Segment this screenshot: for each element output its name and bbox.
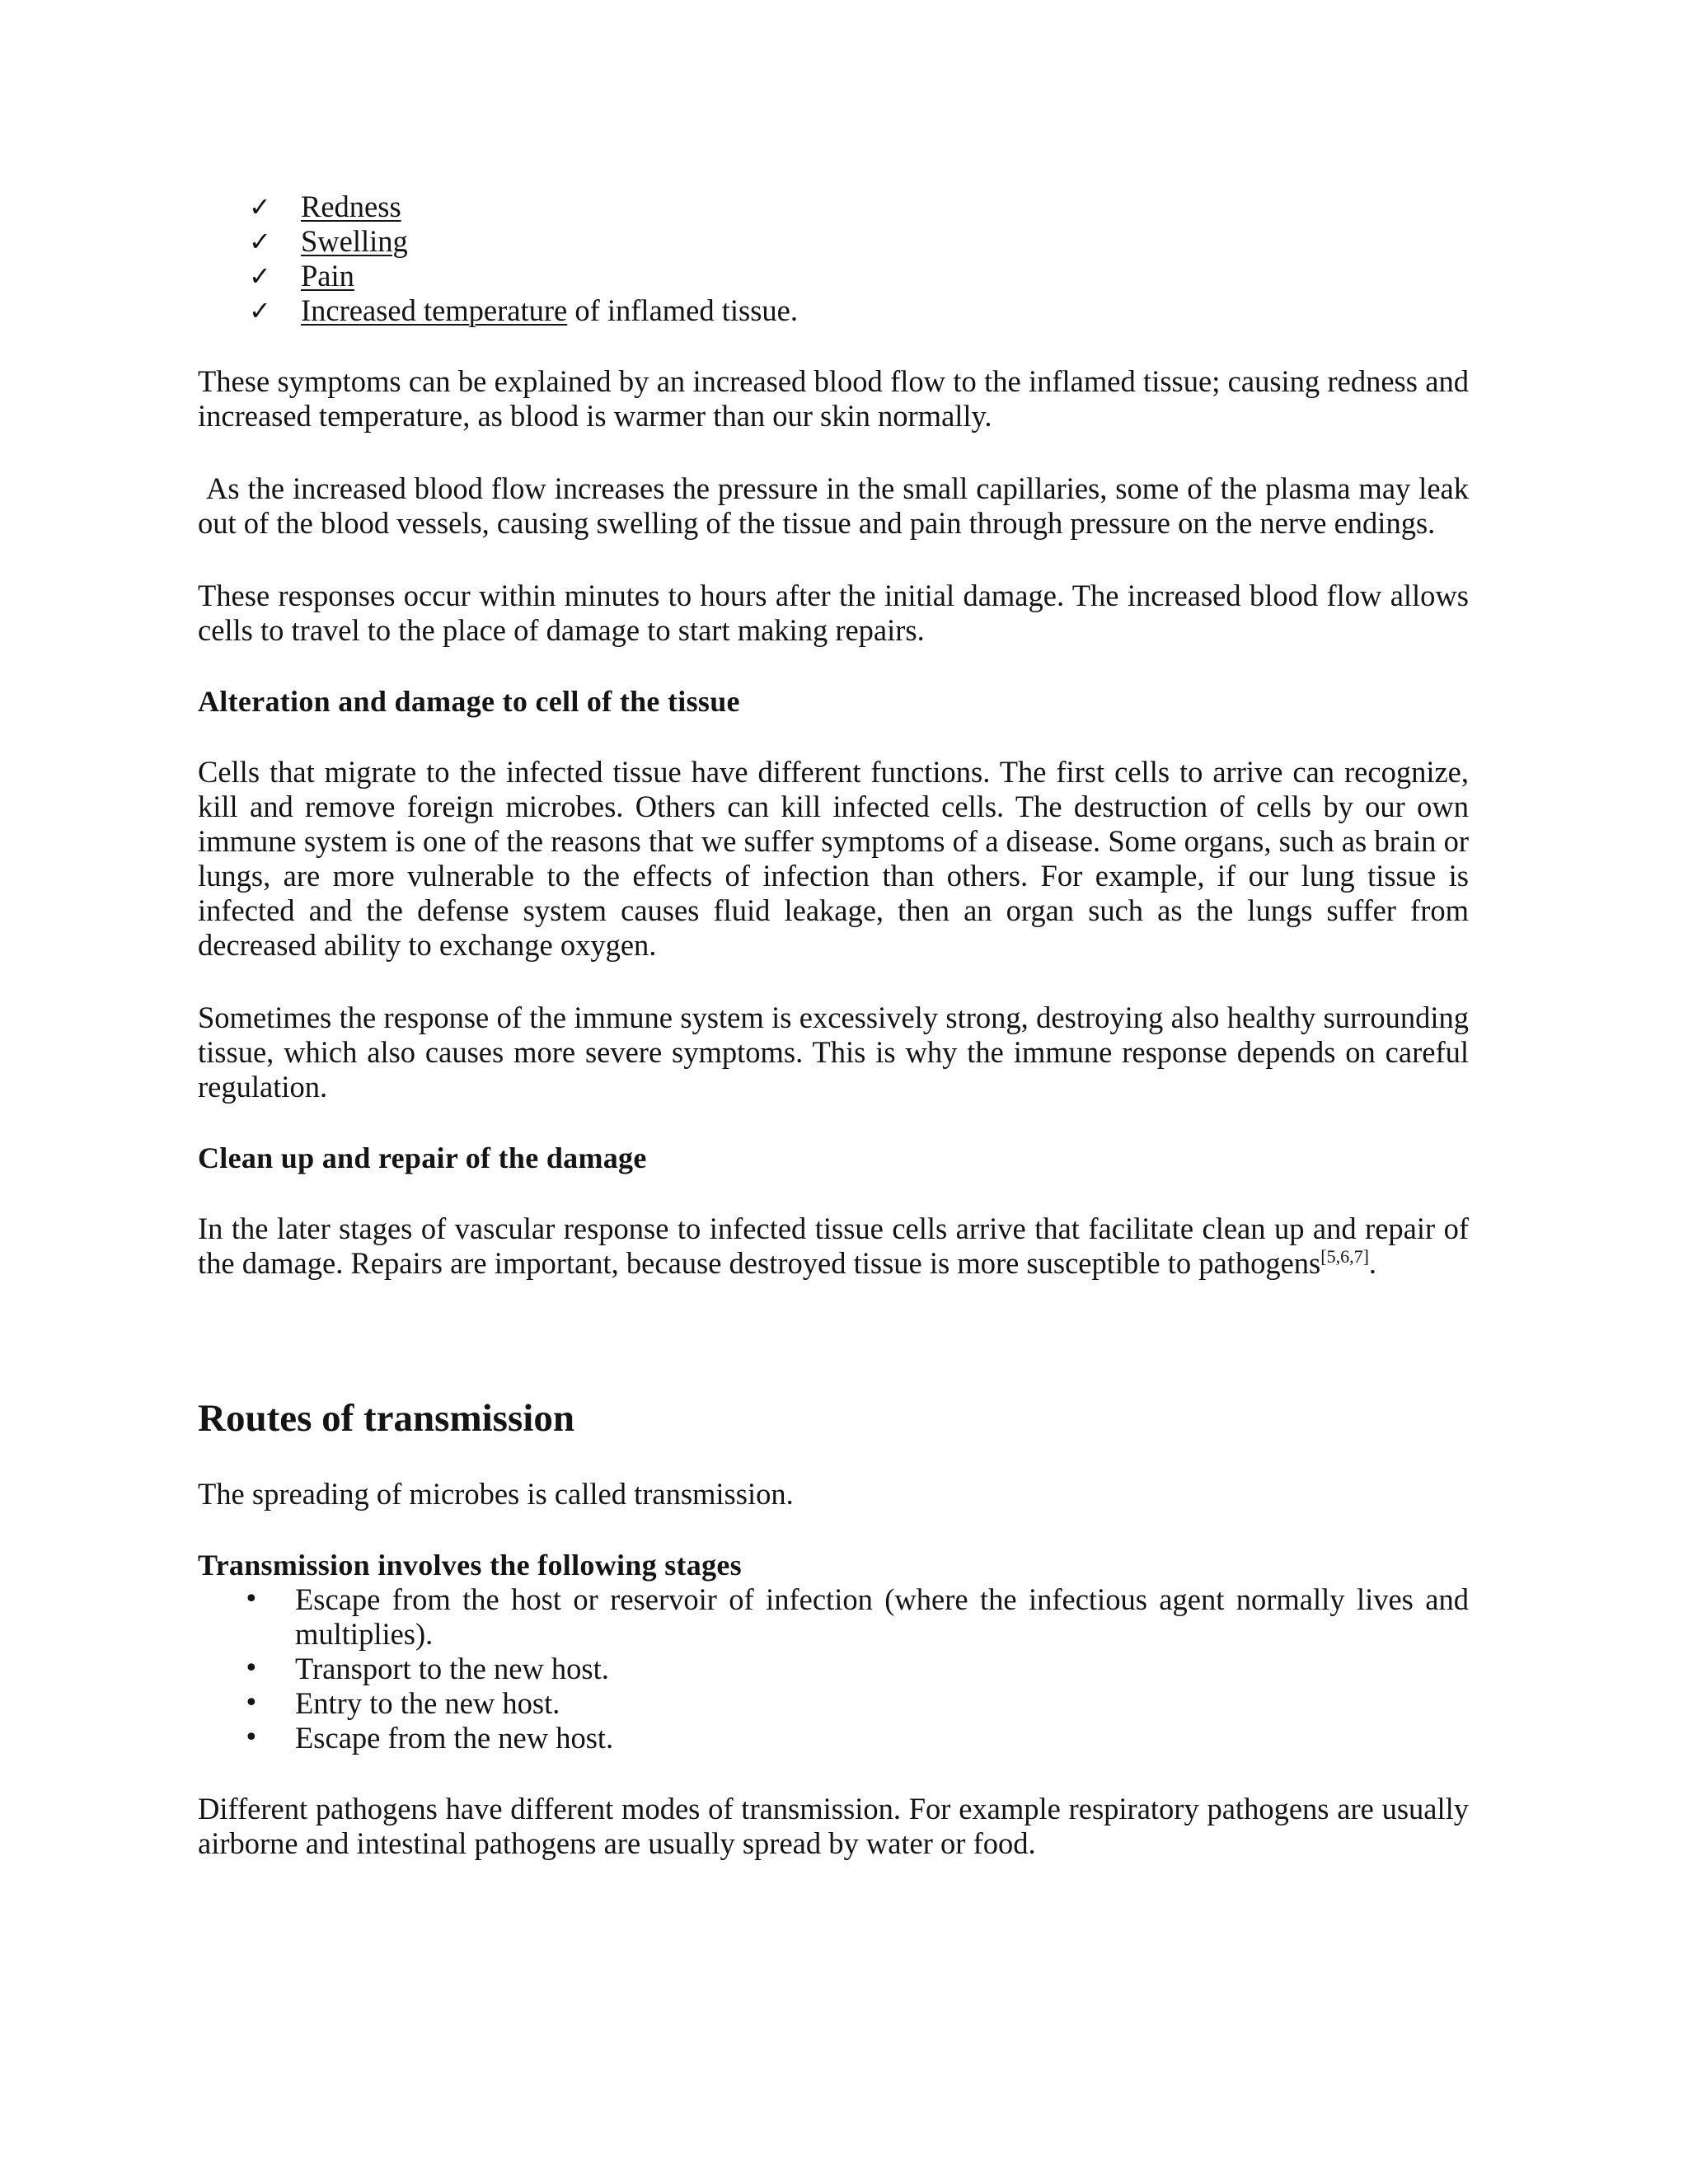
list-item: • Escape from the new host. [244, 1721, 614, 1755]
list-item: • Entry to the new host. [244, 1686, 560, 1720]
bullet-icon: • [244, 1689, 259, 1718]
list-item [198, 259, 1469, 293]
symptom-term: Swelling [301, 224, 408, 258]
bullet-icon: • [244, 1654, 259, 1683]
list-item: • Escape from the host or reservoir of infection (where the infectious agent normally lives and multiplies). [244, 1582, 1469, 1651]
bullet-icon: • [244, 1585, 259, 1614]
page-content [198, 190, 1469, 1861]
symptom-term: Increased temperature [301, 293, 568, 327]
paragraph-repair: In the later stages of vascular response to infected tissue cells arrive that facilitate clean up and repair of the damage. Repairs are important, because destroyed tissue is more susceptible to pathogens[5,6,7]. [198, 1212, 1469, 1280]
heading-cleanup: Clean up and repair of the damage [198, 1141, 647, 1174]
symptom-suffix: of inflamed tissue. [567, 293, 799, 327]
symptom-term: Pain [301, 259, 354, 293]
paragraph-transmission-intro: The spreading of microbes is called transmission. [198, 1477, 794, 1511]
symptom-term: Redness [301, 190, 401, 223]
section-title: Routes of transmission [198, 1397, 574, 1440]
bullet-icon: • [244, 1723, 259, 1752]
paragraph-cell-functions: Cells that migrate to the infected tissue have different functions. The first cells to arrive can recognize, kill and remove foreign microbes. Others can kill infected cells. The destruction of cells by our own immune system is one of the reasons that we suffer symptoms of a disease. Some organs, such as brain or lungs, are more vulnerable to the effects of infection than others. For example, if our lung tissue is infected and the defense system causes fluid leakage, then an organ such as the lungs suffer from decreased ability to exchange oxygen. [198, 755, 1469, 962]
paragraph-immune-strength: Sometimes the response of the immune system is excessively strong, destroying also healthy surrounding tissue, which also causes more severe symptoms. This is why the immune response depends on careful regulation. [198, 1001, 1469, 1104]
heading-transmission-stages: Transmission involves the following stages [198, 1549, 742, 1582]
transmission-stages-list [198, 1582, 1469, 1755]
list-item: • Transport to the new host. [244, 1652, 609, 1685]
checkmark-icon: ✓ [249, 295, 271, 326]
citation-reference: [5,6,7] [1320, 1245, 1369, 1267]
list-item [198, 293, 1469, 328]
checkmark-icon: ✓ [249, 191, 271, 223]
paragraph-response-timing: These responses occur within minutes to hours after the initial damage. The increased blood flow allows cells to travel to the place of damage to start making repairs. [198, 579, 1469, 647]
list-item [198, 224, 1469, 259]
paragraph-transmission-modes: Different pathogens have different modes of transmission. For example respiratory pathogens are usually airborne and intestinal pathogens are usually spread by water or food. [198, 1792, 1469, 1860]
checkmark-icon: ✓ [249, 226, 271, 257]
paragraph-blood-pressure: As the increased blood flow increases the pressure in the small capillaries, some of the plasma may leak out of the blood vessels, causing swelling of the tissue and pain through pressure on the nerve endings. [198, 471, 1469, 540]
list-item [198, 190, 1469, 224]
heading-alteration: Alteration and damage to cell of the tissue [198, 685, 740, 718]
symptom-checklist [198, 190, 1469, 328]
paragraph-symptoms-explained: These symptoms can be explained by an increased blood flow to the inflamed tissue; causing redness and increased temperature, as blood is warmer than our skin normally. [198, 364, 1469, 433]
checkmark-icon: ✓ [249, 260, 271, 292]
